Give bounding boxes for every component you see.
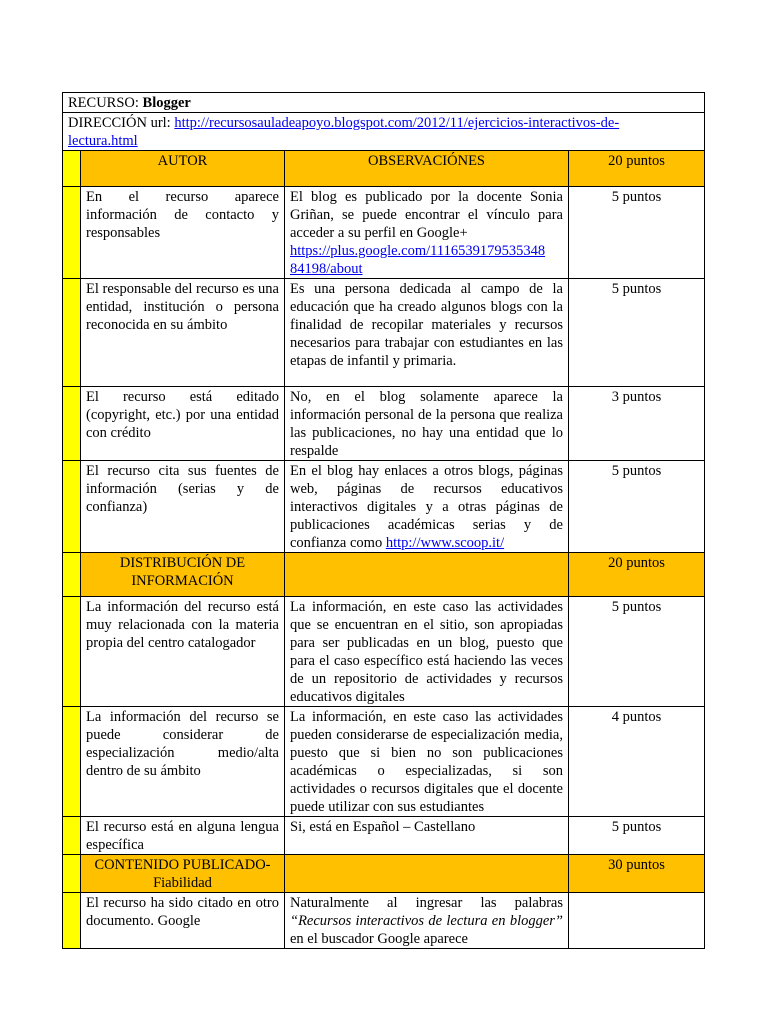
resource-cell [63, 93, 705, 113]
observation-cell [285, 187, 569, 279]
observation-quote: “Recursos interactivos de lectura en blogger” [290, 913, 563, 929]
criterion-cell: En el recurso aparece información de contacto y responsables [81, 187, 285, 279]
observation-text: El blog es publicado por la docente Sonia Griñan, se puede encontrar el vínculo para acceder a su perfil en Google+ [290, 189, 563, 241]
table-row [63, 387, 705, 461]
observation-cell [285, 461, 569, 553]
autor-points-header: 20 puntos [569, 151, 705, 187]
resource-row [63, 93, 705, 113]
criterion-cell: El responsable del recurso es una entidad, institución o persona reconocida en su ámbito [81, 279, 285, 387]
autor-header-row [63, 151, 705, 187]
autor-header: AUTOR [81, 151, 285, 187]
points-cell: 5 puntos [569, 817, 705, 855]
contenido-header-row [63, 855, 705, 893]
yellow-margin [63, 151, 81, 187]
distribucion-header-blank [285, 553, 569, 597]
observation-cell: La información, en este caso las actividades pueden considerarse de especialización media, puesto que si bien no son publicaciones académicas o especializadas, si son actividades o recursos digitales que el docente puede utilizar con sus estudiantes [285, 707, 569, 817]
contenido-title-line1: CONTENIDO PUBLICADO- [94, 857, 271, 873]
criterion-cell: La información del recurso se puede considerar de especialización medio/alta dentro de su ámbito [81, 707, 285, 817]
table-row [63, 187, 705, 279]
observaciones-header: OBSERVACIÓNES [285, 151, 569, 187]
address-cell [63, 113, 705, 151]
points-cell: 5 puntos [569, 279, 705, 387]
distribucion-title-line1: DISTRIBUCIÓN DE [119, 555, 246, 571]
distribucion-title-line2: INFORMACIÓN [131, 573, 234, 589]
google-plus-link-continued[interactable]: 84198/about [290, 261, 363, 277]
distribucion-header [81, 553, 285, 597]
google-plus-link[interactable]: https://plus.google.com/1116539179535348 [290, 243, 546, 259]
yellow-margin [63, 187, 81, 279]
criterion-cell: El recurso está editado (copyright, etc.) por una entidad con crédito [81, 387, 285, 461]
criterion-cell: El recurso está en alguna lengua específica [81, 817, 285, 855]
distribucion-points-header: 20 puntos [569, 553, 705, 597]
yellow-margin [63, 461, 81, 553]
table-row [63, 817, 705, 855]
contenido-header-blank [285, 855, 569, 893]
points-cell: 5 puntos [569, 597, 705, 707]
contenido-points-header: 30 puntos [569, 855, 705, 893]
observation-text: Naturalmente al ingresar las palabras [290, 895, 563, 911]
yellow-margin [63, 387, 81, 461]
observation-cell: La información, en este caso las actividades que se encuentran en el sitio, son apropiadas para ser publicadas en un blog, puesto que para el caso específico está haciendo las veces de un repositorio de actividades y recursos educativos digitales [285, 597, 569, 707]
address-label: DIRECCIÓN url: [68, 115, 171, 131]
observation-text: En el blog hay enlaces a otros blogs, páginas web, páginas de recursos educativos interactivos digitales y a otras páginas de publicaciones académicas serias y de confianza como [290, 463, 563, 551]
scoop-link[interactable]: http://www.scoop.it/ [385, 535, 505, 551]
points-cell: 4 puntos [569, 707, 705, 817]
yellow-margin [63, 893, 81, 949]
yellow-margin [63, 553, 81, 597]
observation-cell: Si, está en Español – Castellano [285, 817, 569, 855]
observation-cell: Es una persona dedicada al campo de la educación que ha creado algunos blogs con la finalidad de recopilar materiales y recursos necesarios para trabajar con estudiantes en las etapas de infantil y primaria. [285, 279, 569, 387]
yellow-margin [63, 597, 81, 707]
observation-cell: No, en el blog solamente aparece la información personal de la persona que realiza las publicaciones, no hay una entidad que lo respalde [285, 387, 569, 461]
criterion-cell: El recurso cita sus fuentes de información (serias y de confianza) [81, 461, 285, 553]
table-row [63, 597, 705, 707]
observation-text-end: en el buscador Google aparece [290, 931, 468, 947]
yellow-margin [63, 817, 81, 855]
yellow-margin [63, 707, 81, 817]
contenido-header [81, 855, 285, 893]
yellow-margin [63, 855, 81, 893]
table-row [63, 893, 705, 949]
table-row [63, 707, 705, 817]
resource-name: Blogger [142, 95, 191, 111]
distribucion-header-row [63, 553, 705, 597]
evaluation-table [62, 92, 705, 949]
contenido-title-line2: Fiabilidad [153, 875, 212, 891]
table-row [63, 279, 705, 387]
address-row [63, 113, 705, 151]
points-cell: 5 puntos [569, 187, 705, 279]
yellow-margin [63, 279, 81, 387]
criterion-cell: La información del recurso está muy relacionada con la materia propia del centro catalogador [81, 597, 285, 707]
points-cell [569, 893, 705, 949]
points-cell: 5 puntos [569, 461, 705, 553]
observation-cell [285, 893, 569, 949]
resource-url-link-continued[interactable]: lectura.html [68, 133, 138, 149]
resource-label: RECURSO: [68, 95, 139, 111]
criterion-cell: El recurso ha sido citado en otro documento. Google [81, 893, 285, 949]
resource-url-link[interactable]: http://recursosauladeapoyo.blogspot.com/2012/11/ejercicios-interactivos-de- [174, 115, 620, 131]
points-cell: 3 puntos [569, 387, 705, 461]
table-row [63, 461, 705, 553]
